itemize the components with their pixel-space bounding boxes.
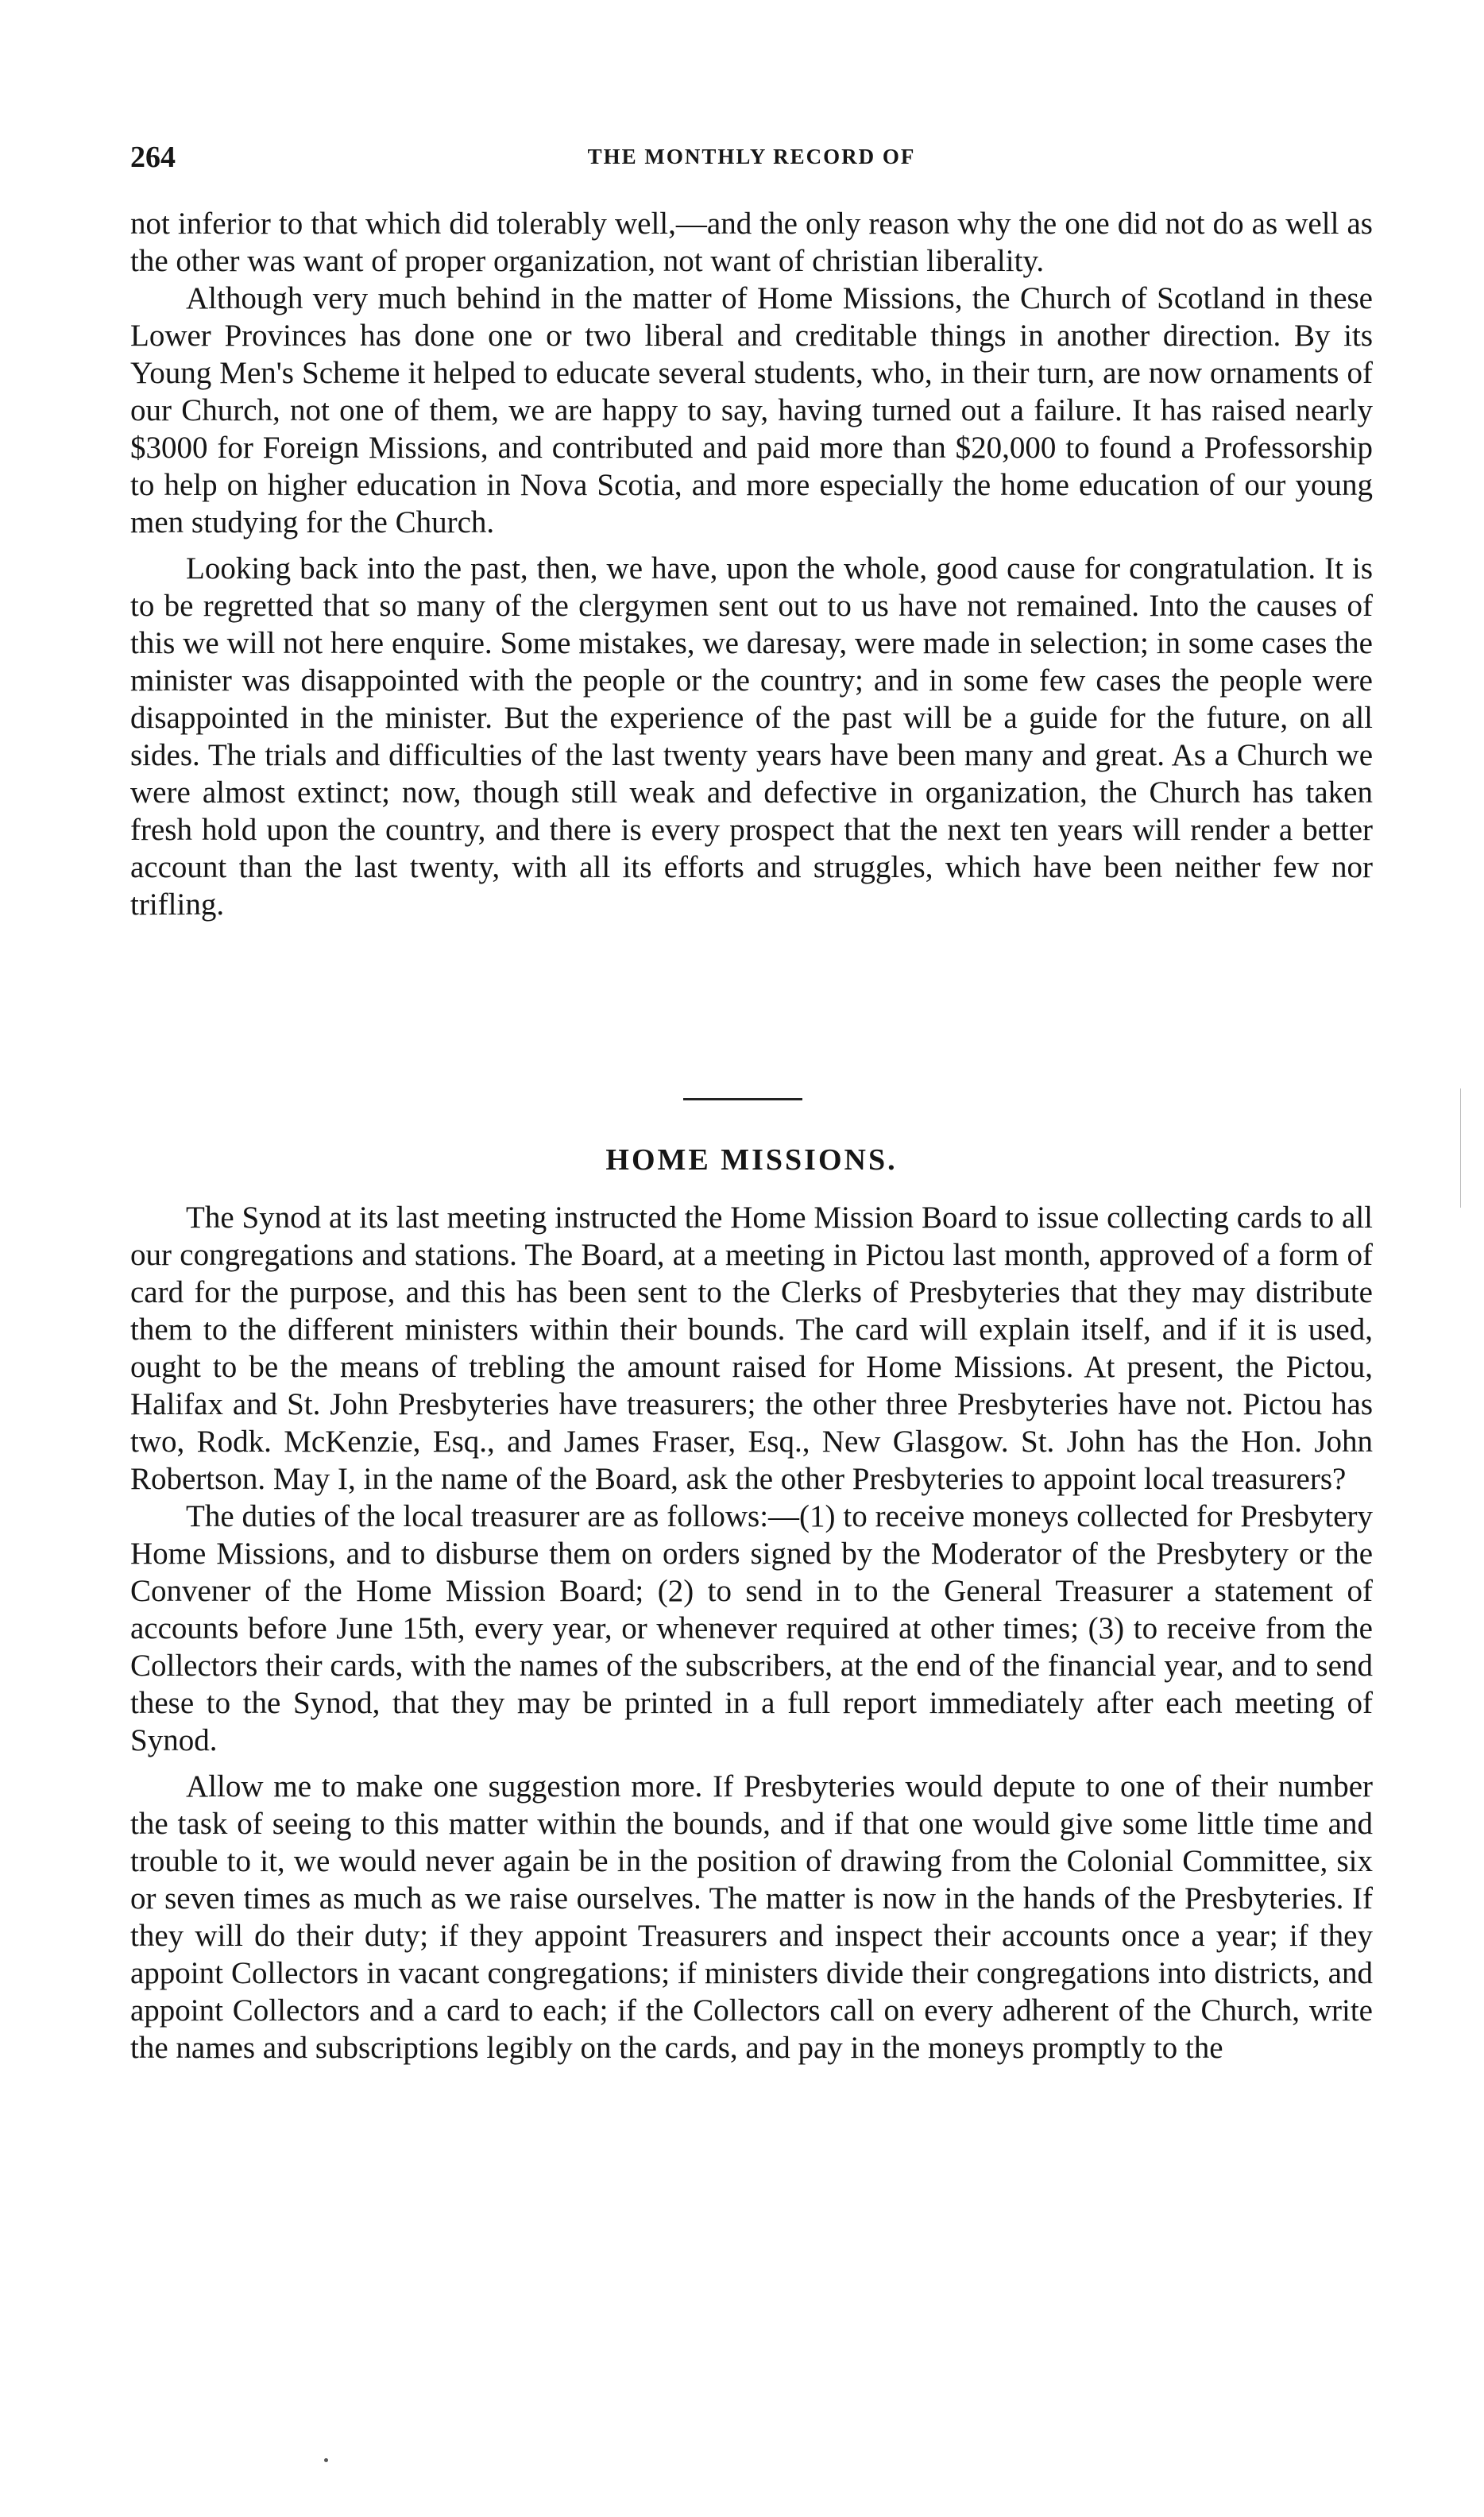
page-header <box>130 140 1373 180</box>
paragraph: Allow me to make one suggestion more. If Presbyteries would depute to one of their number the task of seeing to this matter within the bounds, and if that one would give some little time and trouble to it, we would never again be in the position of drawing from the Colonial Committee, six or seven times as much as we raise ourselves. The matter is now in the hands of the Presbyteries. If they will do their duty; if they appoint Treasurers and inspect their accounts once a year; if they appoint Collectors in vacant congregations; if ministers divide their congregations into districts, and appoint Collectors and a card to each; if the Collectors call on every adherent of the Church, write the names and subscriptions legibly on the cards, and pay in the moneys promptly to the <box>130 1769 1373 2065</box>
home-missions-section <box>130 1199 1373 2067</box>
paragraph: Looking back into the past, then, we have, upon the whole, good cause for congratulation. It is to be regretted that so many of the clergymen sent out to us have not remained. Into the causes of this we will not here enquire. Some mistakes, we daresay, were made in selection; in some cases the minister was disappointed with the people or the country; and in some few cases the people were disappointed in the minister. But the experience of the past will be a guide for the future, on all sides. The trials and difficulties of the last twenty years have been many and great. As a Church we were almost extinct; now, though still weak and defective in organization, the Church has taken fresh hold upon the country, and there is every prospect that the next ten years will render a better account than the last twenty, with all its efforts and struggles, which have been neither few nor trifling. <box>130 551 1373 922</box>
page-number: 264 <box>130 141 176 174</box>
article-continuation <box>130 205 1373 923</box>
section-divider <box>683 1098 802 1100</box>
paragraph: The duties of the local treasurer are as follows:—(1) to receive moneys collected for Presbytery Home Missions, and to disburse them on orders signed by the Moderator of the Presbytery or the Convener of the Home Mission Board; (2) to send in to the General Treasurer a statement of accounts before June 15th, every year, or whenever required at other times; (3) to receive from the Collectors their cards, with the names of the subscribers, at the end of the financial year, and to send these to the Synod, that they may be printed in a full report immediately after each meeting of Synod. <box>130 1499 1373 1757</box>
running-head: THE MONTHLY RECORD OF <box>587 145 916 168</box>
section-heading: HOME MISSIONS. <box>605 1143 898 1177</box>
paragraph: not inferior to that which did tolerably well,—and the only reason why the one did not do as well as the other was want of proper organization, not want of christian liberality. <box>130 207 1373 278</box>
margin-scan-mark <box>1460 1088 1461 1208</box>
paragraph: Although very much behind in the matter of Home Missions, the Church of Scotland in these Lower Provinces has done one or two liberal and creditable things in another direction. By its Young Men's Scheme it helped to educate several students, who, in their turn, are now ornaments of our Church, not one of them, we are happy to say, having turned out a failure. It has raised nearly $3000 for Foreign Missions, and contributed and paid more than $20,000 to found a Professorship to help on higher education in Nova Scotia, and more especially the home education of our young men studying for the Church. <box>130 281 1373 539</box>
paragraph: The Synod at its last meeting instructed the Home Mission Board to issue collecting cards to all our congregations and stations. The Board, at a meeting in Pictou last month, approved of a form of card for the purpose, and this has been sent to the Clerks of Presbyteries that they may distribute them to the different ministers within their bounds. The card will explain itself, and if it is used, ought to be the means of trebling the amount raised for Home Missions. At present, the Pictou, Halifax and St. John Presbyteries have treasurers; the other three Presbyteries have not. Pictou has two, Rodk. McKenzie, Esq., and James Fraser, Esq., New Glasgow. St. John has the Hon. John Robertson. May I, in the name of the Board, ask the other Presbyteries to appoint local treasurers? <box>130 1201 1373 1496</box>
ink-speck <box>324 2458 328 2462</box>
